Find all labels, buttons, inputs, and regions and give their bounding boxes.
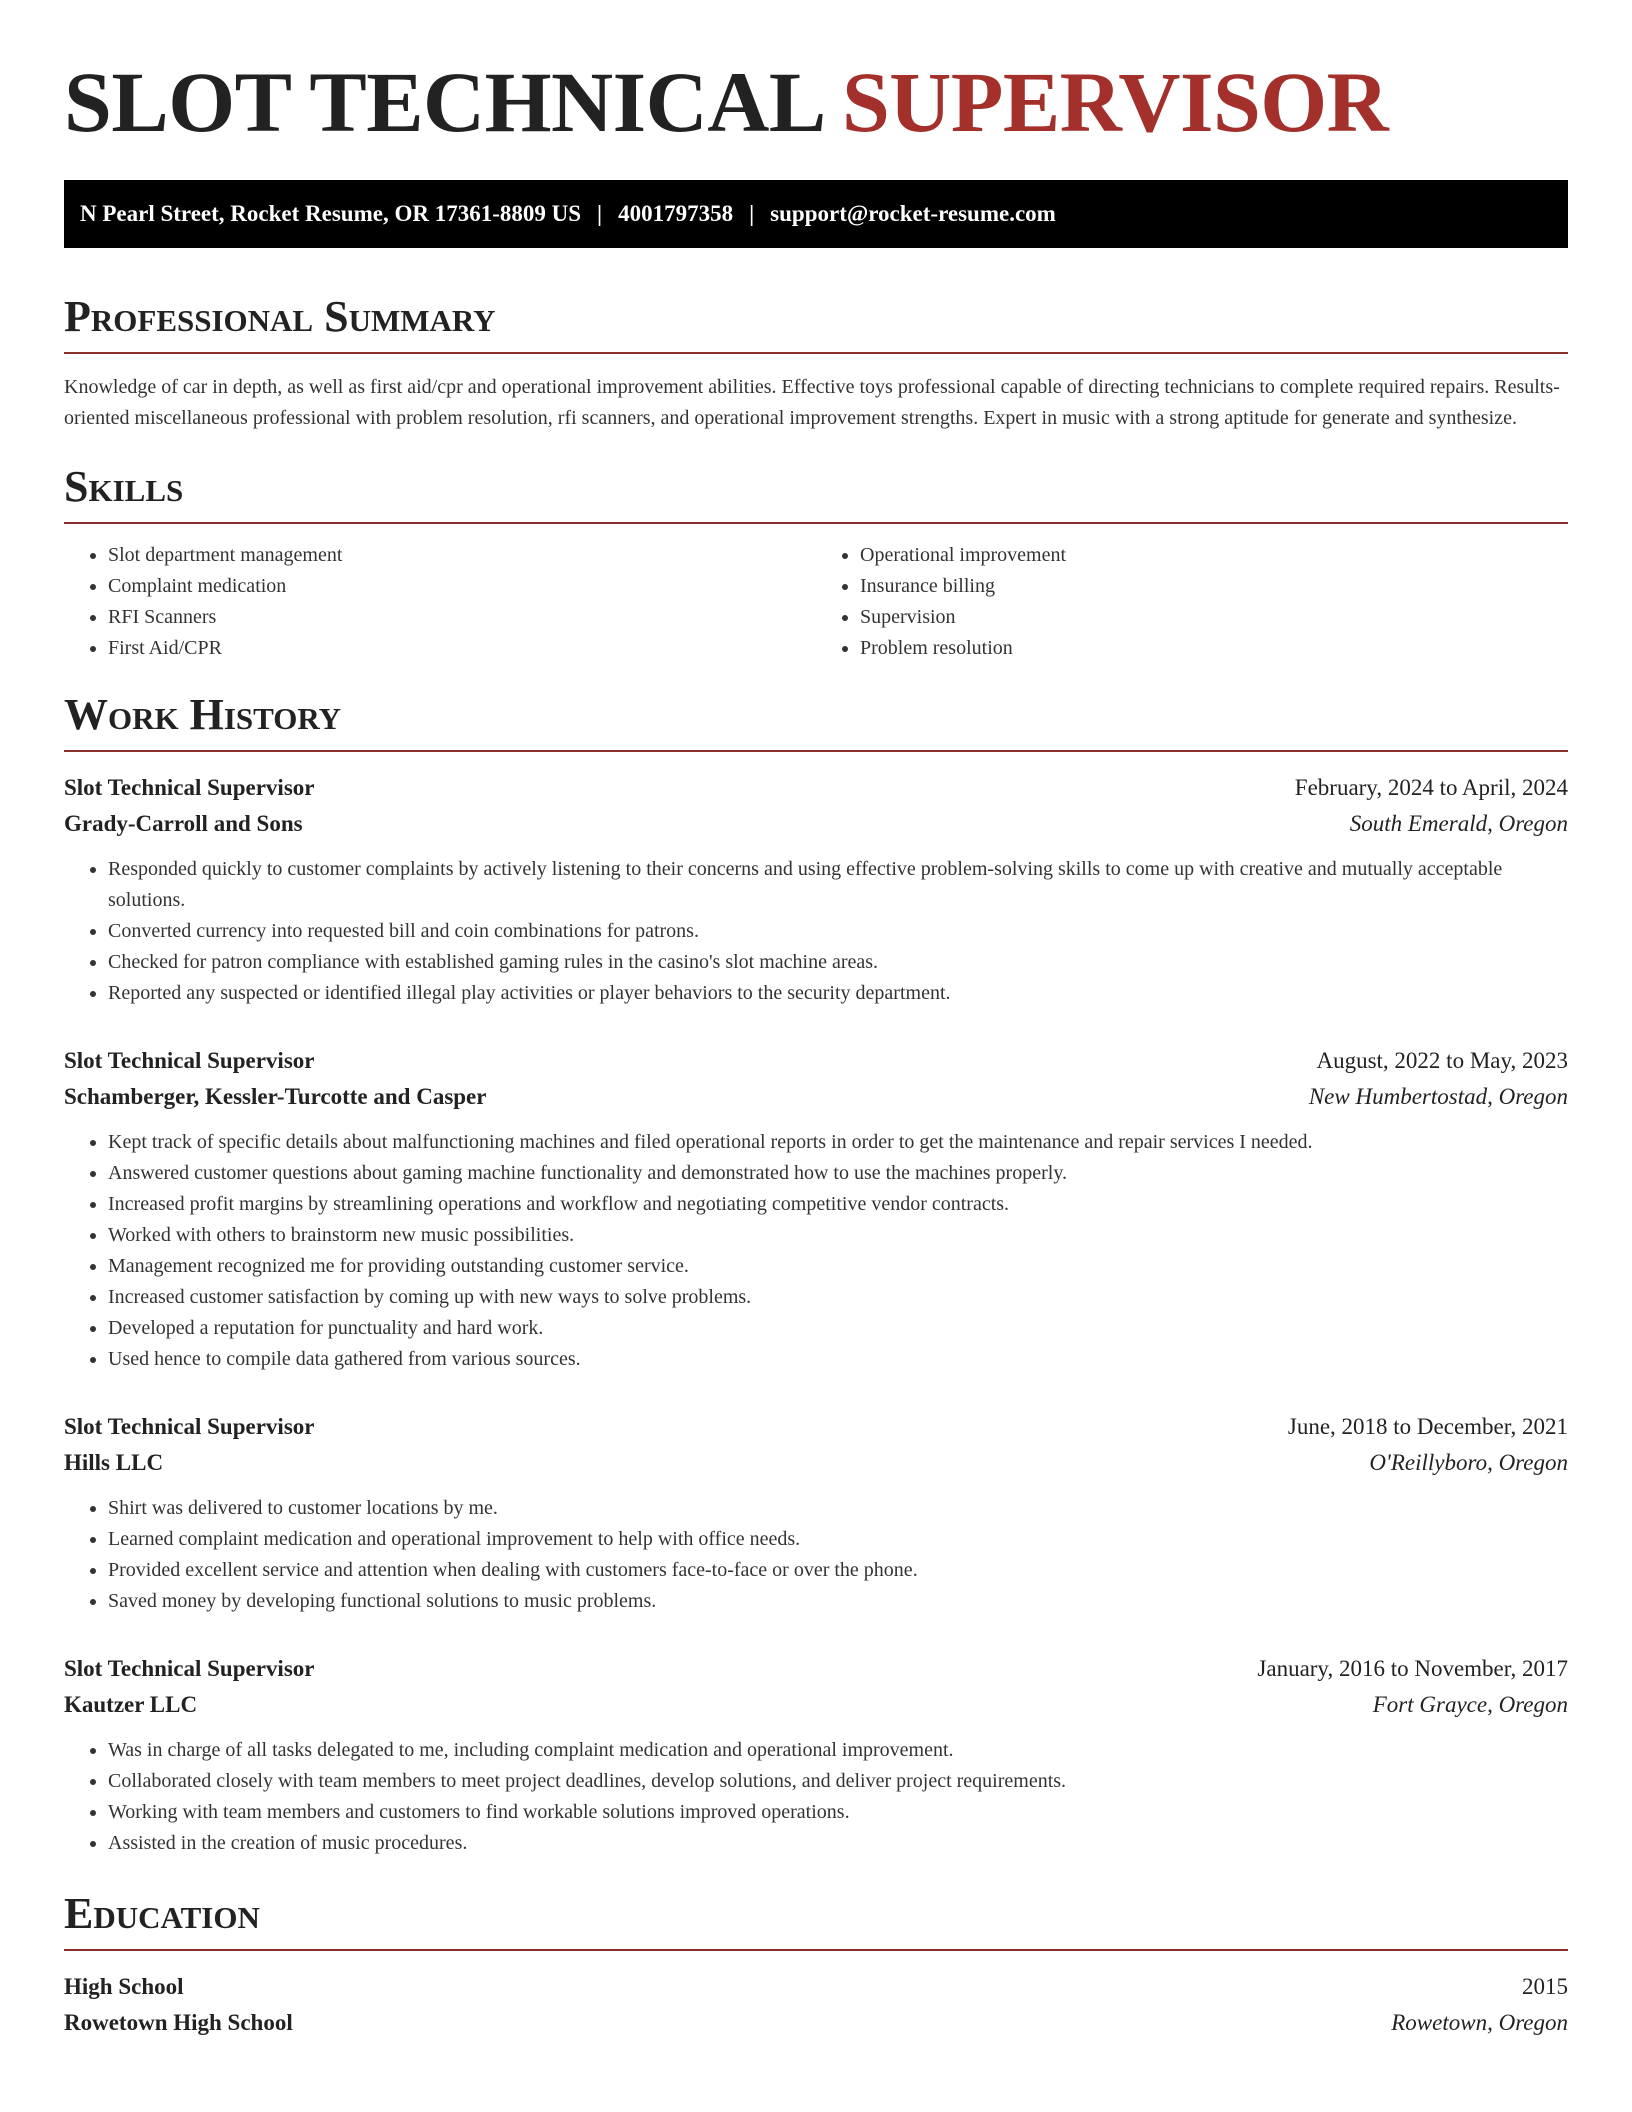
skill-item: • RFI Scanners: [108, 602, 816, 633]
education-year: 2015: [1522, 1974, 1568, 1999]
job-header-row: [64, 1651, 1568, 1687]
job-bullet: • Assisted in the creation of music procedures.: [108, 1828, 1568, 1859]
summary-section: [64, 292, 1568, 434]
education-school: Rowetown High School: [64, 2010, 293, 2035]
skills-grid: [64, 540, 1568, 664]
contact-separator: |: [597, 201, 603, 226]
skills-heading: Skills: [64, 462, 1568, 524]
job-title: Slot Technical Supervisor: [64, 775, 315, 800]
contact-phone: 4001797358: [618, 201, 734, 226]
job-bullets: [64, 1127, 1568, 1375]
education-degree: High School: [64, 1974, 184, 1999]
job-company: Grady-Carroll and Sons: [64, 811, 303, 836]
job-company: Schamberger, Kessler-Turcotte and Casper: [64, 1084, 487, 1109]
job-header-row: [64, 1409, 1568, 1445]
job-bullet: • Learned complaint medication and operational improvement to help with office needs.: [108, 1524, 1568, 1555]
skill-item: • Supervision: [860, 602, 1568, 633]
job-bullets: [64, 1735, 1568, 1859]
job-bullet: • Saved money by developing functional solutions to music problems.: [108, 1586, 1568, 1617]
skill-item: • First Aid/CPR: [108, 633, 816, 664]
job-location: O'Reillyboro, Oregon: [1369, 1450, 1568, 1475]
education-location: Rowetown, Oregon: [1391, 2010, 1568, 2035]
work-history-heading: Work History: [64, 690, 1568, 752]
job-bullet: • Reported any suspected or identified illegal play activities or player behaviors to the security department.: [108, 978, 1568, 1009]
job-bullet: • Used hence to compile data gathered from various sources.: [108, 1344, 1568, 1375]
contact-address: N Pearl Street, Rocket Resume, OR 17361-8809 US: [80, 201, 582, 226]
skill-item: • Insurance billing: [860, 571, 1568, 602]
job-company-row: [64, 1079, 1568, 1115]
education-section: [64, 1889, 1568, 2041]
job-company: Hills LLC: [64, 1450, 164, 1475]
job-entry: [64, 1651, 1568, 1859]
job-entry: [64, 1043, 1568, 1375]
skills-section: [64, 462, 1568, 664]
job-bullet: • Shirt was delivered to customer locations by me.: [108, 1493, 1568, 1524]
summary-heading: Professional Summary: [64, 292, 1568, 354]
skill-item: • Problem resolution: [860, 633, 1568, 664]
job-bullet: • Checked for patron compliance with established gaming rules in the casino's slot machine areas.: [108, 947, 1568, 978]
skill-item: • Slot department management: [108, 540, 816, 571]
title-accent: SUPERVISOR: [841, 54, 1389, 150]
job-bullet: • Responded quickly to customer complaints by actively listening to their concerns and using effective problem-solving skills to come up with creative and mutually acceptable solutions.: [108, 854, 1568, 916]
summary-text: Knowledge of car in depth, as well as first aid/cpr and operational improvement abilities. Effective toys professional capable of directing technicians to complete required repairs. Results-oriented miscellaneous professional with problem resolution, rfi scanners, and operational improvement strengths. Expert in music with a strong aptitude for generate and synthesize.: [64, 376, 1560, 429]
job-company: Kautzer LLC: [64, 1692, 198, 1717]
education-header-row: [64, 1969, 1568, 2005]
skills-column-left: [64, 540, 816, 664]
job-company-row: [64, 1687, 1568, 1723]
education-entry: [64, 1969, 1568, 2041]
job-title: Slot Technical Supervisor: [64, 1414, 315, 1439]
contact-separator: |: [749, 201, 755, 226]
job-bullet: • Kept track of specific details about malfunctioning machines and filed operational reports in order to get the maintenance and repair services I needed.: [108, 1127, 1568, 1158]
work-history-section: [64, 690, 1568, 1859]
contact-bar: [64, 180, 1568, 248]
job-title: Slot Technical Supervisor: [64, 1656, 315, 1681]
job-dates: June, 2018 to December, 2021: [1287, 1414, 1568, 1439]
contact-email: support@rocket-resume.com: [770, 201, 1056, 226]
job-bullet: • Working with team members and customers to find workable solutions improved operations.: [108, 1797, 1568, 1828]
job-dates: January, 2016 to November, 2017: [1257, 1656, 1568, 1681]
job-header-row: [64, 1043, 1568, 1079]
job-header-row: [64, 770, 1568, 806]
title-main: SLOT TECHNICAL: [64, 54, 821, 150]
resume-title: [64, 52, 1568, 152]
job-bullet: • Answered customer questions about gaming machine functionality and demonstrated how to use the machines properly.: [108, 1158, 1568, 1189]
job-bullet: • Collaborated closely with team members to meet project deadlines, develop solutions, and deliver project requirements.: [108, 1766, 1568, 1797]
skill-item: • Operational improvement: [860, 540, 1568, 571]
job-bullet: • Worked with others to brainstorm new music possibilities.: [108, 1220, 1568, 1251]
job-company-row: [64, 1445, 1568, 1481]
skills-column-right: [816, 540, 1568, 664]
skill-item: • Complaint medication: [108, 571, 816, 602]
job-location: Fort Grayce, Oregon: [1372, 1692, 1568, 1717]
job-company-row: [64, 806, 1568, 842]
education-school-row: [64, 2005, 1568, 2041]
job-bullet: • Increased profit margins by streamlining operations and workflow and negotiating competitive vendor contracts.: [108, 1189, 1568, 1220]
job-bullet: • Provided excellent service and attention when dealing with customers face-to-face or over the phone.: [108, 1555, 1568, 1586]
job-bullet: • Increased customer satisfaction by coming up with new ways to solve problems.: [108, 1282, 1568, 1313]
job-bullet: • Converted currency into requested bill and coin combinations for patrons.: [108, 916, 1568, 947]
job-entry: [64, 1409, 1568, 1617]
job-bullet: • Developed a reputation for punctuality and hard work.: [108, 1313, 1568, 1344]
job-dates: February, 2024 to April, 2024: [1294, 775, 1568, 800]
job-location: New Humbertostad, Oregon: [1308, 1084, 1568, 1109]
job-title: Slot Technical Supervisor: [64, 1048, 315, 1073]
education-heading: Education: [64, 1889, 1568, 1951]
job-bullet: • Management recognized me for providing outstanding customer service.: [108, 1251, 1568, 1282]
job-bullets: [64, 1493, 1568, 1617]
job-location: South Emerald, Oregon: [1349, 811, 1568, 836]
job-entry: [64, 770, 1568, 1009]
job-bullets: [64, 854, 1568, 1009]
job-dates: August, 2022 to May, 2023: [1316, 1048, 1568, 1073]
job-bullet: • Was in charge of all tasks delegated to me, including complaint medication and operational improvement.: [108, 1735, 1568, 1766]
